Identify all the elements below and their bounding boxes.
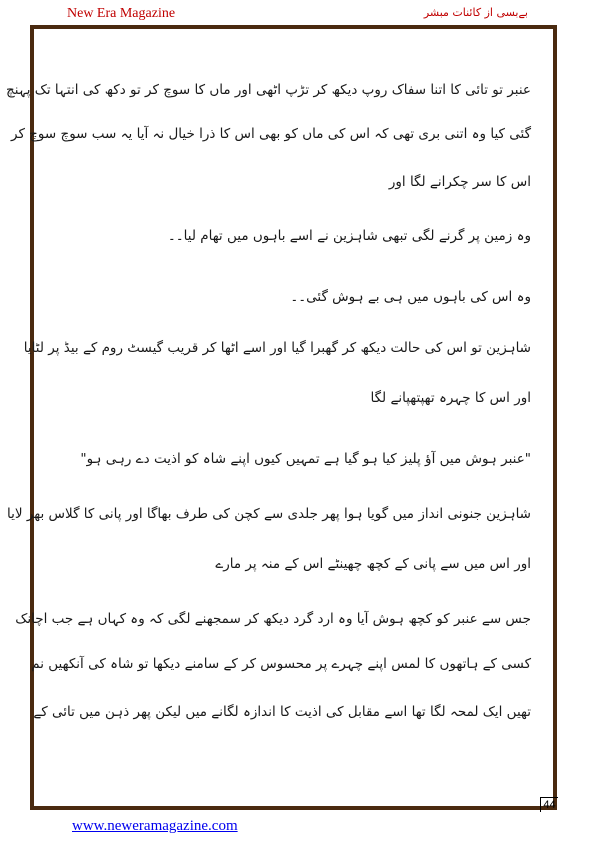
body-line: عنبر تو تائی کا اتنا سفاک روپ دیکھ کر تڑپ اٹھی اور ماں کا سوچ کر تو دکھ کی انتہا تک پہنچ — [6, 82, 531, 98]
body-line: "عنبر ہوش میں آؤ پلیز کیا ہو گیا ہے تمہیں کیوں اپنے شاہ کو اذیت دے رہی ہو" — [80, 451, 531, 467]
page-number: 44 — [540, 797, 558, 812]
website-link[interactable]: www.neweramagazine.com — [72, 818, 238, 834]
body-line: اور اس میں سے پانی کے کچھ چھینٹے اس کے منہ پر مارے — [215, 556, 531, 572]
body-line: وہ اس کی باہوں میں ہی بے ہوش گئی۔۔ — [290, 289, 531, 305]
novel-title: بےبسی از کائنات مبشر — [423, 6, 528, 19]
page-border — [30, 25, 557, 810]
body-line: اس کا سر چکرانے لگا اور — [388, 174, 531, 190]
body-line: وہ زمین پر گرنے لگی تبھی شاہزین نے اسے باہوں میں تھام لیا۔۔ — [167, 228, 531, 244]
body-line: تھیں ایک لمحہ لگا تھا اسے مقابل کی اذیت کا اندازہ لگانے میں لیکن پھر ذہن میں تائی کے — [33, 704, 531, 720]
body-line: اور اس کا چہرہ تھپتھپانے لگا — [370, 390, 531, 406]
body-line: کسی کے ہاتھوں کا لمس اپنے چہرے پر محسوس کر کے سامنے دیکھا تو شاہ کی آنکھیں نم — [31, 656, 531, 672]
magazine-name: New Era Magazine — [67, 6, 176, 21]
body-line: شاہزین جنونی انداز میں گویا ہوا پھر جلدی سے کچن کی طرف بھاگا اور پانی کا گلاس بھر لایا — [6, 506, 531, 522]
body-line: شاہزین تو اس کی حالت دیکھ کر گھبرا گیا اور اسے اٹھا کر قریب گیسٹ روم کے بیڈ پر لٹایا — [23, 340, 531, 356]
body-line: گئی کیا وہ اتنی بری تھی کہ اس کی ماں کو بھی اس کا ذرا خیال نہ آیا یہ سب سوچ سوچ کر — [11, 126, 531, 142]
body-line: جس سے عنبر کو کچھ ہوش آیا وہ ارد گرد دیکھ کر سمجھنے لگی کہ وہ کہاں ہے جب اچانک — [15, 611, 531, 627]
